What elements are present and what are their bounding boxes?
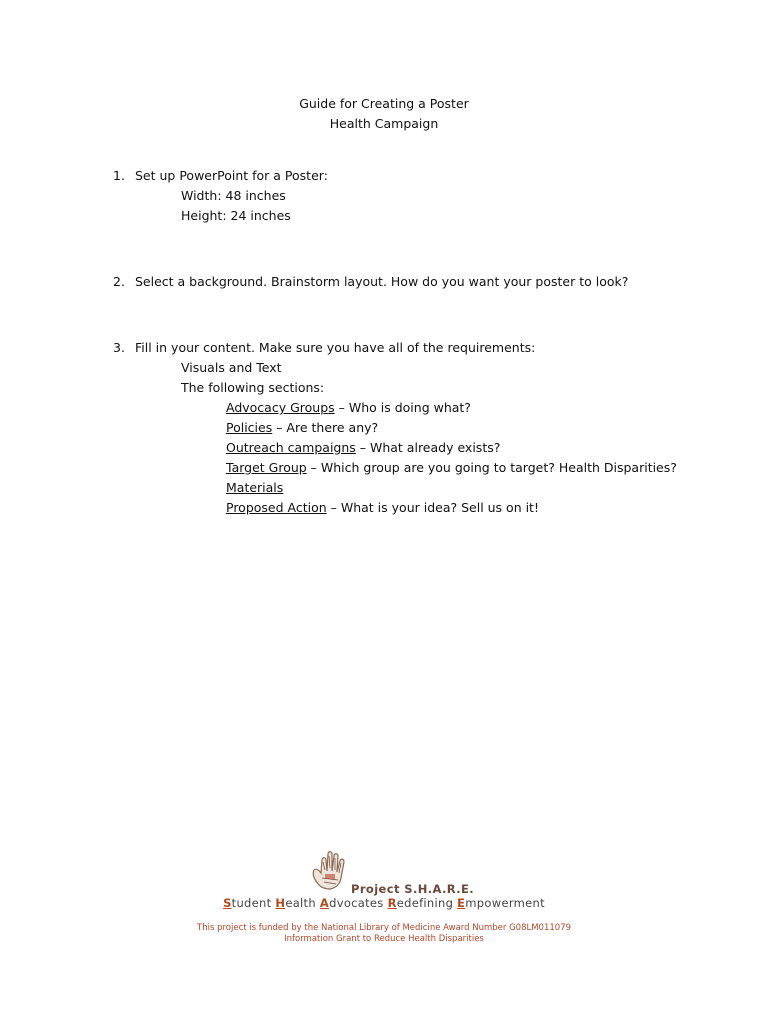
title-line-2: Health Campaign — [329, 116, 439, 131]
step-3-detail: The following sections: — [181, 380, 325, 395]
section-item — [226, 418, 378, 438]
section-desc: – What already exists? — [355, 440, 501, 455]
section-item — [226, 438, 500, 458]
step-3-detail: Visuals and Text — [181, 360, 282, 375]
step-number: 2. — [113, 274, 125, 289]
section-name: Materials — [226, 480, 284, 495]
step-number: 3. — [113, 340, 125, 355]
section-name: Proposed Action — [226, 500, 327, 515]
step-1-detail: Width: 48 inches — [181, 188, 286, 203]
step-1 — [113, 166, 328, 186]
step-2 — [113, 272, 628, 292]
section-item — [226, 498, 539, 518]
section-item — [226, 478, 283, 498]
brand-tagline — [0, 896, 768, 910]
step-text: Select a background. Brainstorm layout. How do you want your poster to look? — [135, 274, 629, 289]
section-item — [226, 458, 677, 478]
hand-icon — [306, 846, 354, 892]
tagline-initial: R — [387, 896, 397, 910]
section-desc: – Are there any? — [272, 420, 379, 435]
tagline-word: edefining — [396, 896, 458, 910]
tagline-initial: A — [319, 896, 330, 910]
section-desc: – Who is doing what? — [334, 400, 471, 415]
funding-note — [0, 923, 768, 945]
tagline-word: mpowerment — [465, 896, 545, 910]
tagline-word: tudent — [231, 896, 276, 910]
step-3 — [113, 338, 535, 358]
section-desc: – What is your idea? Sell us on it! — [326, 500, 539, 515]
title-line-1: Guide for Creating a Poster — [299, 96, 469, 111]
brand-title: Project S.H.A.R.E. — [351, 882, 475, 896]
tagline-initial: E — [457, 896, 466, 910]
section-name: Policies — [226, 420, 273, 435]
funding-line-2: Information Grant to Reduce Health Disparities — [284, 934, 484, 944]
document-title — [0, 94, 768, 134]
section-name: Target Group — [226, 460, 307, 475]
step-number: 1. — [113, 168, 125, 183]
tagline-word: ealth — [285, 896, 320, 910]
tagline-initial: H — [275, 896, 286, 910]
step-1-detail: Height: 24 inches — [181, 208, 291, 223]
funding-line-1: This project is funded by the National Library of Medicine Award Number G08LM011079 — [197, 923, 571, 933]
tagline-initial: S — [223, 896, 232, 910]
section-desc: – Which group are you going to target? Health Disparities? — [306, 460, 677, 475]
section-name: Outreach campaigns — [226, 440, 356, 455]
step-text: Fill in your content. Make sure you have all of the requirements: — [135, 340, 536, 355]
section-name: Advocacy Groups — [226, 400, 335, 415]
section-item — [226, 398, 471, 418]
tagline-word: dvocates — [329, 896, 388, 910]
step-text: Set up PowerPoint for a Poster: — [135, 168, 328, 183]
